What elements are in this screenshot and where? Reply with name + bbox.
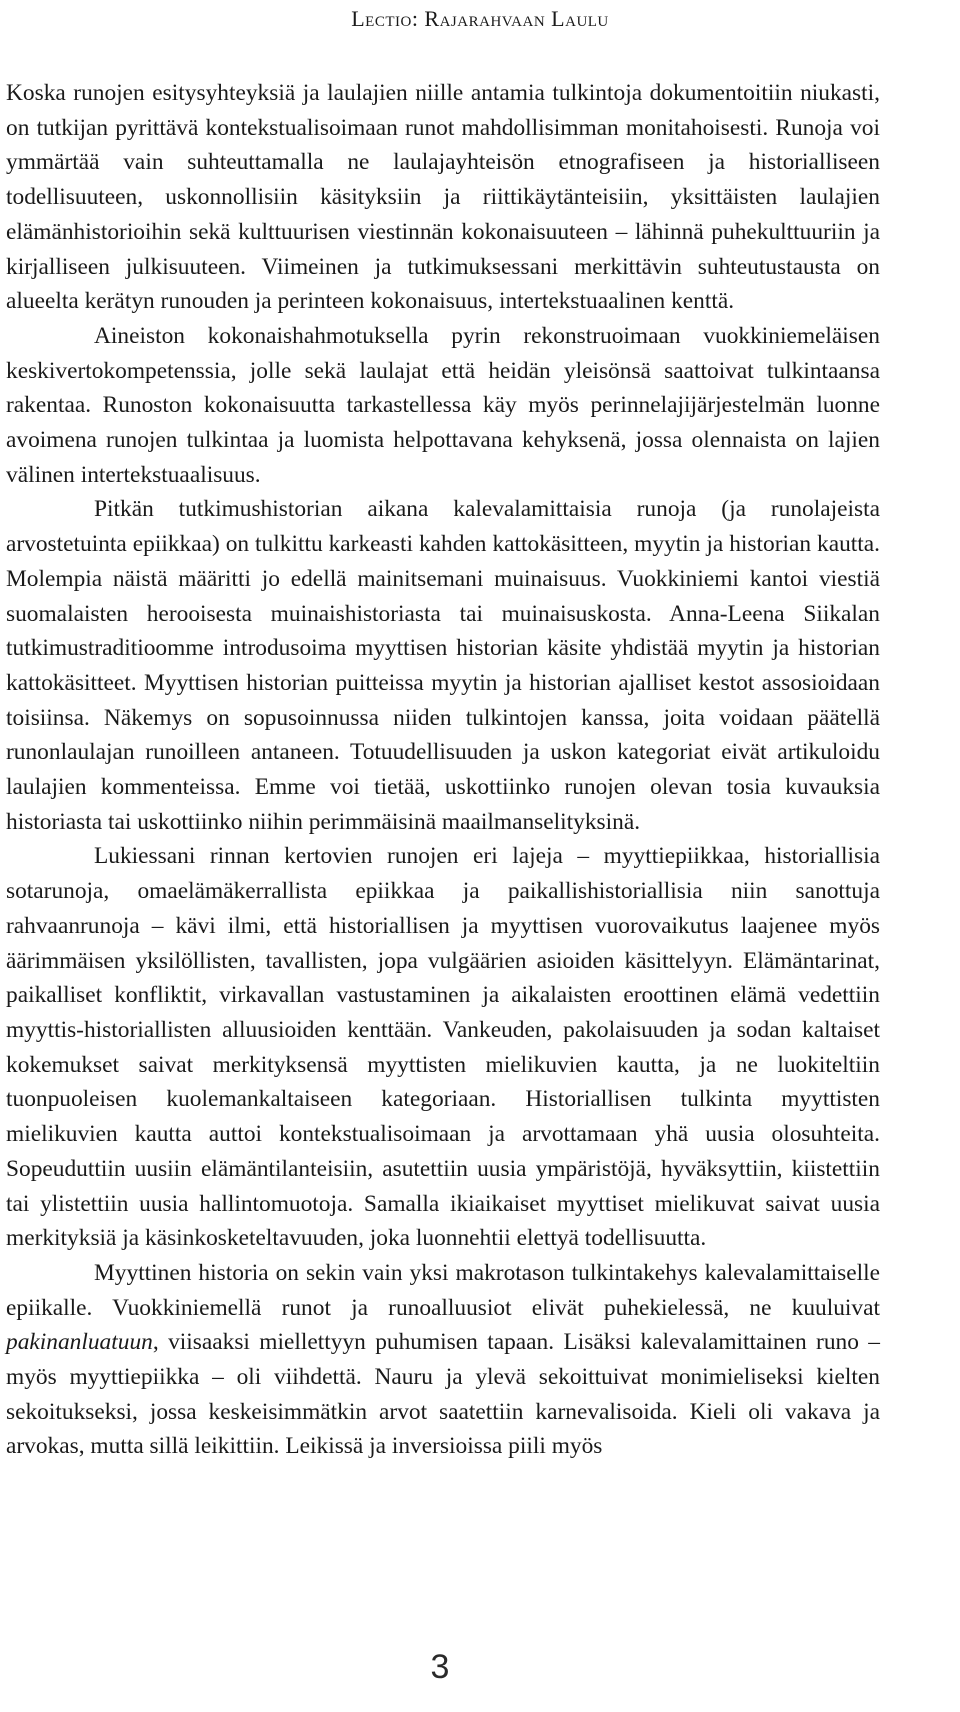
paragraph-5-text-before: Myyttinen historia on sekin vain yksi makrotason tulkintakehys kalevalamittaiselle epiikalle. Vuokkiniemellä runot ja runoalluusiot elivät puhekielessä, ne kuuluivat [6,1259,880,1321]
paragraph-5-emphasis: pakinanluatuun [6,1329,153,1356]
paragraph-5-text-after: , viisaaksi miellettyyn puhumisen tapaan. Lisäksi kalevalamittainen runo – myös myyttiepiikka – oli viihdettä. Nauru ja ylevä sekoittuivat monimieliseksi kielten sekoitukseksi, jossa keskeisimmätkin arvot saatettiin karnevalisoida. Kieli oli vakava ja arvokas, mutta sillä leikittiin. Leikissä ja inversioissa piili myös [6,1329,880,1460]
paragraph-4: Lukiessani rinnan kertovien runojen eri lajeja – myyttiepiikkaa, historiallisia sotarunoja, omaelämäkerrallista epiikkaa ja paikallishistoriallisia niin sanottuja rahvaanrunoja – kävi ilmi, että historiallisen ja myyttisen vuorovaikutus laajenee myös äärimmäisen yksilöllisten, tavallisten, jopa vulgäärien asioiden käsittelyyn. Elämäntarinat, paikalliset konfliktit, virkavallan vastustaminen ja aikalaisten eroottinen elämä vedettiin myyttis-historiallisten alluusioiden kenttään. Vankeuden, pakolaisuuden ja sodan kaltaiset kokemukset saivat merkityksensä myyttisten mielikuvien kautta, ja ne luokiteltiin tuonpuoleisen kuolemankaltaiseen kategoriaan. Historiallisen tulkinta myyttisten mielikuvien kautta auttoi kontekstualisoimaan ja arvottamaan yhä uusia olosuhteita. Sopeuduttiin uusiin elämäntilanteisiin, asutettiin uusia ympäristöjä, hyväksyttiin, kiistettiin tai ylistettiin uusia hallintomuotoja. Samalla ikiaikaiset myyttiset mielikuvat saivat uusia merkityksiä ja käsinkosketeltavuuden, joka luonnehtii elettyä todellisuutta. [6,843,880,1252]
paragraph-3: Pitkän tutkimushistorian aikana kalevalamittaisia runoja (ja runolajeista arvostetuinta epiikkaa) on tulkittu karkeasti kahden kattokäsitteen, myytin ja historian kautta. Molempia näistä määritti jo edellä mainitsemani muinaisuus. Vuokkiniemi kantoi viestiä suomalaisten herooisesta muinaishistoriasta tai muinaisuskosta. Anna-Leena Siikalan tutkimustraditioomme introdusoima myyttisen historian käsite yhdistää myytin ja historian kattokäsitteet. Myyttisen historian puitteissa myytin ja historian ajalliset kestot assosioidaan toisiinsa. Näkemys on sopusoinnussa niiden tulkintojen kanssa, joita voidaan päätellä runonlaulajan runoilleen antaneen. Totuudellisuuden ja uskon kategoriat eivät artikuloidu laulajien kommenteissa. Emme voi tietää, uskottiinko runojen olevan tosia kuvauksia historiasta tai uskottiinko niihin perimmäisinä maailmanselityksinä. [6,496,880,835]
paragraph-2: Aineiston kokonaishahmotuksella pyrin rekonstruoimaan vuokkiniemeläisen keskivertokompetenssia, jolle sekä laulajat että heidän yleisönsä saattoivat tulkintaansa rakentaa. Runoston kokonaisuutta tarkastellessa käy myös perinnelajijärjestelmän luonne avoimena runojen tulkintaa ja luomista helpottavana kehyksenä, jossa olennaista on lajien välinen intertekstuaalisuus. [6,322,880,488]
running-header: Lectio: Rajarahvaan Laulu [351,6,609,31]
paragraph-5 [6,1256,880,1464]
paragraph-1: Koska runojen esitysyhteyksiä ja laulajien niille antamia tulkintoja dokumentoitiin niukasti, on tutkijan pyrittävä kontekstualisoimaan runot mahdollisimman monitahoisesti. Runoja voi ymmärtää vain suhteuttamalla ne laulajayhteisön etnografiseen ja historialliseen todellisuuteen, uskonnollisiin käsityksiin ja riittikäytänteisiin, yksittäisten laulajien elämänhistorioihin sekä kulttuurisen viestinnän kokonaisuuteen – lähinnä puhekulttuuriin ja kirjalliseen julkisuuteen. Viimeinen ja tutkimuksessani merkittävin suhteutustausta on alueelta kerätyn runouden ja perinteen kokonaisuus, intertekstuaalinen kenttä. [6,80,880,315]
body-text [6,76,880,1464]
page-number: 3 [430,1648,450,1686]
